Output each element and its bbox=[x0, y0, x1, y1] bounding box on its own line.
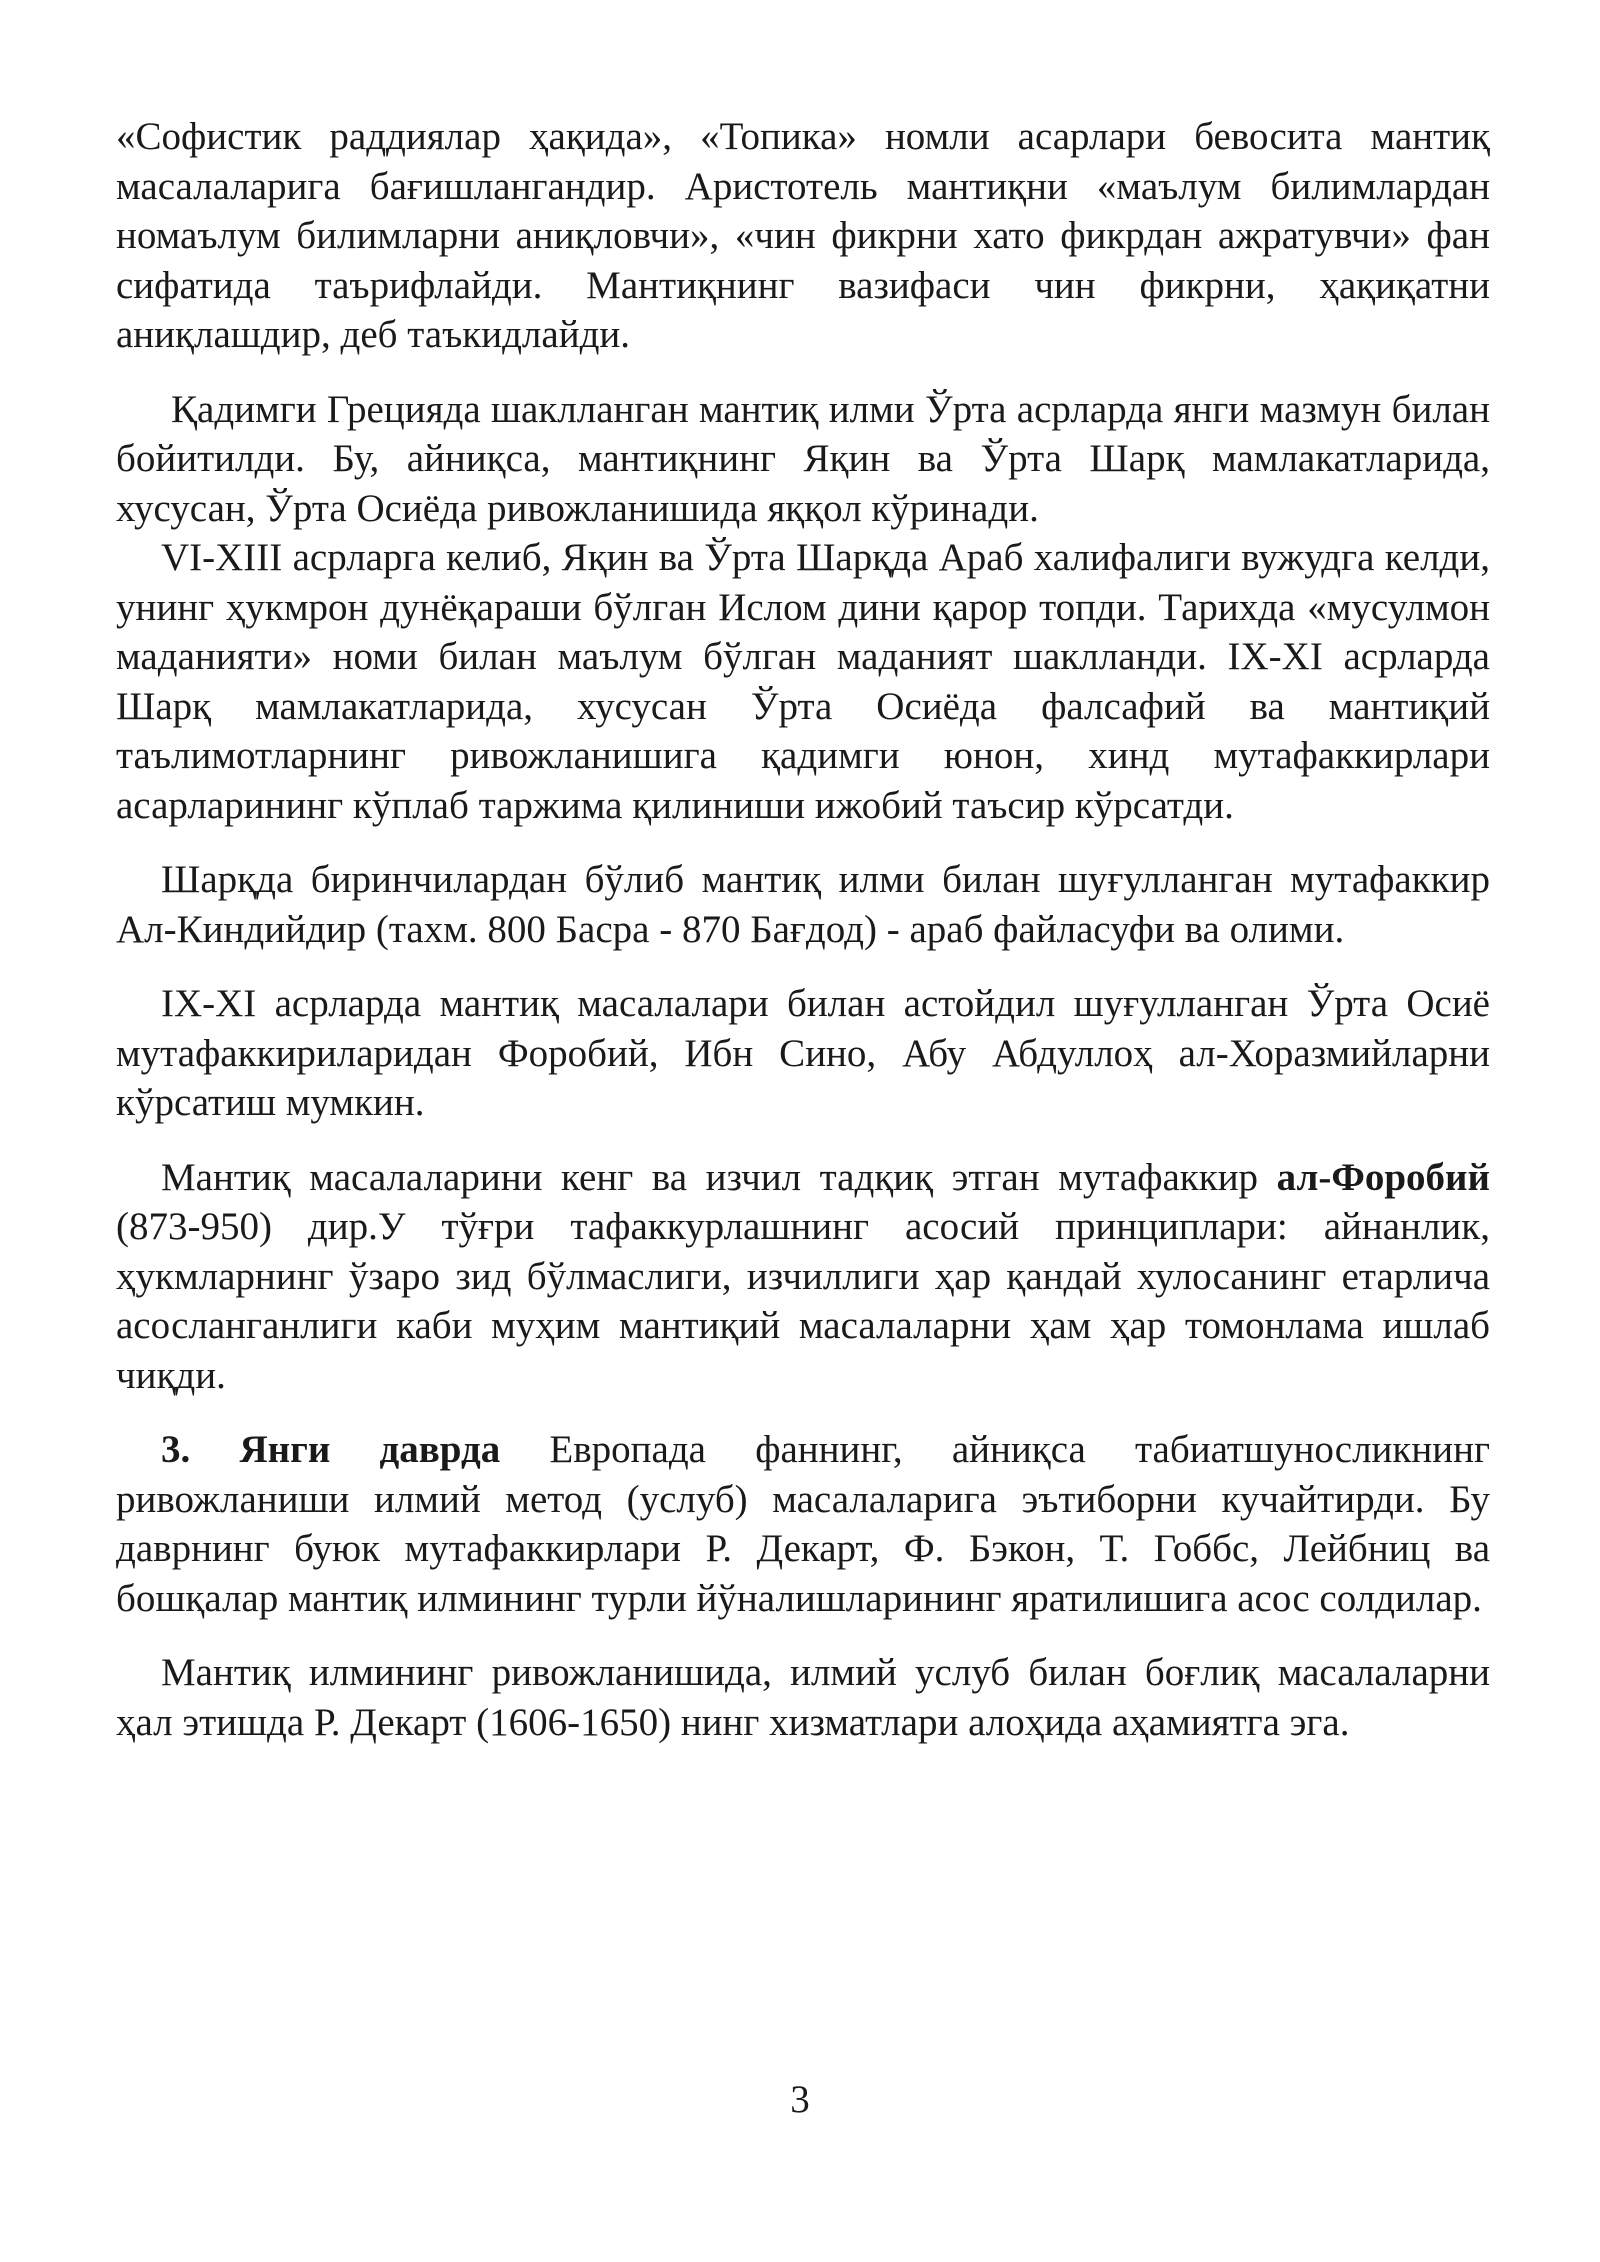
al-farabi-name: ал-Форобий bbox=[1276, 1155, 1490, 1199]
paragraph-arab-caliphate: VI-XIII асрларга келиб, Яқин ва Ўрта Шарқда Араб халифалиги вужудга келди, унинг ҳукмрон дунёқараши бўлган Ислом дини қарор топди. Тарихда «мусулмон маданияти» номи билан маълум бўлган маданият шаклланди. IX-XI асрларда Шарқ мамлакатларида, хусусан Ўрта Осиёда фалсафий ва мантиқий таълимотларнинг ривожланишига қадимги юнон, хинд мутафаккирлари асарларининг кўплаб таржима қилиниши ижобий таъсир кўрсатди. bbox=[116, 536, 1490, 827]
paragraph-al-kindi: Шарқда биринчилардан бўлиб мантиқ илми билан шуғулланган мутафаккир Ал-Киндийдир (тахм. 800 Басра - 870 Бағдод) - араб файласуфи ва олими. bbox=[116, 858, 1490, 951]
paragraph-aristotle-logic: «Софистик раддиялар ҳақида», «Топика» номли асарлари бевосита мантиқ масалаларига бағишлангандир. Аристотель мантиқни «маълум билимлардан номаълум билимларни аниқловчи», «чин фикрни хато фикрдан ажратувчи» фан сифатида таърифлайди. Мантиқнинг вазифаси чин фикрни, ҳақиқатни аниқлашдир, деб таъкидлайди. bbox=[116, 115, 1490, 356]
paragraph-new-era bbox=[116, 1425, 1490, 1623]
page-number: 3 bbox=[790, 2078, 810, 2121]
page-body bbox=[116, 112, 1490, 1747]
paragraph-al-farabi bbox=[116, 1153, 1490, 1401]
paragraph-new-era-rest: Европада фаннинг, айниқса табиатшуносликнинг ривожланиши илмий метод (услуб) масалаларига эътиборни кучайтирди. Бу даврнинг буюк мутафаккирлари Р. Декарт, Ф. Бэкон, Т. Гоббс, Лейбниц ва бошқалар мантиқ илмининг турли йўналишларининг яратилишига асос солдилар. bbox=[116, 1428, 1490, 1620]
paragraph-middle-ages: Қадимги Грецияда шаклланган мантиқ илми Ўрта асрларда янги мазмун билан бойитилди. Бу, айниқса, мантиқнинг Яқин ва Ўрта Шарқ мамлакатларида, хусусан, Ўрта Осиёда ривожланишида яққол кўринади. bbox=[116, 387, 1490, 530]
paragraph-central-asian-thinkers: IX-XI асрларда мантиқ масалалари билан астойдил шуғулланган Ўрта Осиё мутафаккириларидан Форобий, Ибн Сино, Абу Абдуллоҳ ал-Хоразмийларни кўрсатиш мумкин. bbox=[116, 982, 1490, 1124]
paragraph-al-farabi-intro: Мантиқ масалаларини кенг ва изчил тадқиқ этган мутафаккир bbox=[161, 1155, 1277, 1199]
paragraph-al-farabi-rest: (873-950) дир.У тўғри тафаккурлашнинг асосий принциплари: айнанлик, ҳукмларнинг ўзаро зид бўлмаслиги, изчиллиги ҳар қандай хулосанинг етарлича асосланганлиги каби муҳим мантиқий масалаларни ҳам ҳар томонлама ишлаб чиқди. bbox=[116, 1205, 1490, 1397]
paragraph-descartes: Мантиқ илмининг ривожланишида, илмий услуб билан боғлиқ масалаларни ҳал этишда Р. Декарт (1606-1650) нинг хизматлари алоҳида аҳамиятга эга. bbox=[116, 1651, 1490, 1744]
section-heading-new-era: 3. Янги даврда bbox=[161, 1428, 501, 1471]
